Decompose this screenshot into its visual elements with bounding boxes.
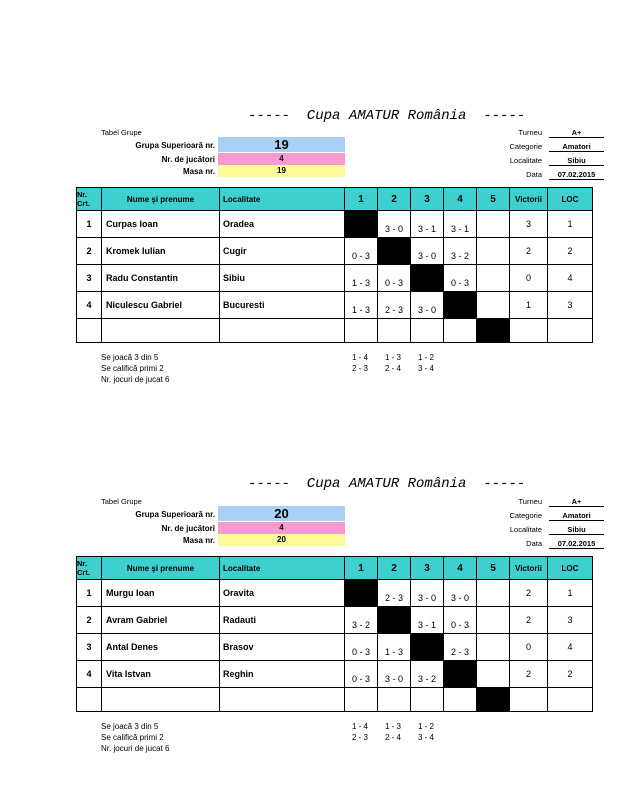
table-header [77, 557, 593, 580]
player-name: Niculescu Gabriel [102, 292, 220, 319]
empty-cell [548, 688, 593, 712]
player-localitate: Sibiu [220, 265, 345, 292]
table-row [77, 580, 593, 607]
footer-line: Nr. jocuri de jucat 6 [101, 375, 170, 384]
empty-cell [548, 319, 593, 343]
score-cell: 1 - 3 [345, 292, 378, 319]
score-cell: 3 - 0 [378, 211, 411, 238]
pair: 2 - 4 [385, 733, 402, 742]
score-cell: 0 - 3 [345, 238, 378, 265]
victorii-value: 0 [510, 265, 548, 292]
match-pairs [352, 352, 451, 374]
empty-cell [77, 319, 102, 343]
loc-value: 4 [548, 634, 593, 661]
loc-value: 3 [548, 607, 593, 634]
header-4: 4 [444, 557, 477, 580]
localitate-value: Sibiu [549, 525, 604, 535]
empty-cell [102, 688, 220, 712]
self-match-cell [378, 238, 411, 265]
self-match-cell [444, 292, 477, 319]
score-cell: 3 - 1 [411, 607, 444, 634]
score-cell: 3 - 0 [411, 580, 444, 607]
page-title: ----- Cupa AMATUR România ----- [248, 476, 526, 492]
empty-cell [378, 319, 411, 343]
score-cell: 3 - 2 [444, 238, 477, 265]
score-cell: 3 - 2 [345, 607, 378, 634]
player-name: Curpas Ioan [102, 211, 220, 238]
score-cell [477, 607, 510, 634]
header-localitate: Localitate [220, 188, 345, 211]
player-name: Vita Istvan [102, 661, 220, 688]
header-4: 4 [444, 188, 477, 211]
self-match-cell [411, 265, 444, 292]
row-nr: 2 [77, 238, 102, 265]
footer-info [101, 721, 169, 754]
victorii-value: 3 [510, 211, 548, 238]
empty-cell [220, 688, 345, 712]
header-victorii: Victorii [510, 557, 548, 580]
player-name: Kromek Iulian [102, 238, 220, 265]
player-localitate: Bucuresti [220, 292, 345, 319]
empty-cell [345, 688, 378, 712]
score-cell: 3 - 1 [411, 211, 444, 238]
player-localitate: Oradea [220, 211, 345, 238]
player-name: Murgu Ioan [102, 580, 220, 607]
self-match-cell [345, 580, 378, 607]
player-localitate: Radauti [220, 607, 345, 634]
footer-info [101, 352, 169, 385]
player-name: Radu Constantin [102, 265, 220, 292]
localitate-label: Localitate [509, 525, 542, 534]
row-nr: 3 [77, 634, 102, 661]
jucatori-value: 4 [218, 522, 345, 534]
tabel-grupe-label: Tabel Grupe [101, 128, 142, 137]
header-3: 3 [411, 557, 444, 580]
row-nr: 3 [77, 265, 102, 292]
pair: 1 - 4 [352, 353, 369, 362]
score-cell: 3 - 0 [378, 661, 411, 688]
empty-cell [444, 688, 477, 712]
header-2: 2 [378, 188, 411, 211]
score-cell: 0 - 3 [444, 607, 477, 634]
masa-label: Masa nr. [182, 536, 215, 545]
empty-cell [510, 319, 548, 343]
tabel-grupe-label: Tabel Grupe [101, 497, 142, 506]
table-row-empty [77, 319, 593, 343]
header-name: Nume şi prenume [102, 557, 220, 580]
self-match-cell [477, 319, 510, 343]
empty-cell [345, 319, 378, 343]
header-5: 5 [477, 557, 510, 580]
jucatori-value: 4 [218, 153, 345, 165]
empty-cell [444, 319, 477, 343]
pair: 1 - 2 [418, 353, 435, 362]
jucatori-label: Nr. de jucători [161, 524, 215, 533]
score-cell: 0 - 3 [345, 661, 378, 688]
header-3: 3 [411, 188, 444, 211]
row-nr: 2 [77, 607, 102, 634]
header-loc: LOC [548, 188, 593, 211]
score-cell: 3 - 2 [411, 661, 444, 688]
categorie-value: Amatori [549, 142, 604, 152]
score-cell [477, 211, 510, 238]
table-row-empty [77, 688, 593, 712]
table-row [77, 238, 593, 265]
self-match-cell [345, 211, 378, 238]
player-name: Antal Denes [102, 634, 220, 661]
footer-line: Se joacă 3 din 5 [101, 722, 159, 731]
row-nr: 1 [77, 211, 102, 238]
table-header [77, 188, 593, 211]
score-cell [477, 265, 510, 292]
row-nr: 1 [77, 580, 102, 607]
empty-cell [220, 319, 345, 343]
pair: 3 - 4 [418, 733, 435, 742]
player-localitate: Cugir [220, 238, 345, 265]
self-match-cell [378, 607, 411, 634]
turneu-value: A+ [549, 128, 604, 138]
categorie-value: Amatori [549, 511, 604, 521]
localitate-value: Sibiu [549, 156, 604, 166]
data-value: 07.02.2015 [549, 539, 604, 549]
table-row [77, 211, 593, 238]
turneu-label: Turneu [518, 497, 542, 506]
grupa-value: 19 [218, 137, 345, 152]
empty-cell [77, 688, 102, 712]
player-localitate: Oravita [220, 580, 345, 607]
score-cell [477, 580, 510, 607]
table-row [77, 661, 593, 688]
header-nr: Nr. Crt. [77, 557, 102, 580]
score-cell: 2 - 3 [378, 580, 411, 607]
data-value: 07.02.2015 [549, 170, 604, 180]
self-match-cell [444, 661, 477, 688]
score-cell: 3 - 0 [411, 238, 444, 265]
group-table [76, 187, 593, 343]
victorii-value: 2 [510, 661, 548, 688]
page-title: ----- Cupa AMATUR România ----- [248, 108, 526, 124]
data-label: Data [526, 539, 542, 548]
row-nr: 4 [77, 661, 102, 688]
localitate-label: Localitate [509, 156, 542, 165]
header-1: 1 [345, 188, 378, 211]
group-table [76, 556, 593, 712]
table-row [77, 292, 593, 319]
empty-cell [378, 688, 411, 712]
score-cell: 3 - 0 [411, 292, 444, 319]
grupa-value: 20 [218, 506, 345, 521]
score-cell: 1 - 3 [345, 265, 378, 292]
self-match-cell [477, 688, 510, 712]
footer-line: Se califică primi 2 [101, 733, 164, 742]
empty-cell [510, 688, 548, 712]
pair: 2 - 4 [385, 364, 402, 373]
score-cell: 2 - 3 [378, 292, 411, 319]
empty-cell [411, 319, 444, 343]
empty-cell [411, 688, 444, 712]
categorie-label: Categorie [509, 511, 542, 520]
header-1: 1 [345, 557, 378, 580]
masa-value: 19 [218, 165, 345, 177]
player-name: Avram Gabriel [102, 607, 220, 634]
header-5: 5 [477, 188, 510, 211]
victorii-value: 2 [510, 238, 548, 265]
masa-label: Masa nr. [182, 167, 215, 176]
score-cell [477, 634, 510, 661]
header-loc: LOC [548, 557, 593, 580]
pair: 1 - 4 [352, 722, 369, 731]
loc-value: 2 [548, 238, 593, 265]
victorii-value: 0 [510, 634, 548, 661]
table-row [77, 634, 593, 661]
footer-line: Se califică primi 2 [101, 364, 164, 373]
loc-value: 4 [548, 265, 593, 292]
header-localitate: Localitate [220, 557, 345, 580]
header-2: 2 [378, 557, 411, 580]
victorii-value: 1 [510, 292, 548, 319]
footer-line: Nr. jocuri de jucat 6 [101, 744, 170, 753]
pair: 2 - 3 [352, 733, 369, 742]
row-nr: 4 [77, 292, 102, 319]
data-label: Data [526, 170, 542, 179]
header-nr: Nr. Crt. [77, 188, 102, 211]
categorie-label: Categorie [509, 142, 542, 151]
score-cell: 3 - 0 [444, 580, 477, 607]
score-cell [477, 238, 510, 265]
player-localitate: Brasov [220, 634, 345, 661]
masa-value: 20 [218, 534, 345, 546]
empty-cell [102, 319, 220, 343]
pair: 1 - 3 [385, 722, 402, 731]
victorii-value: 2 [510, 580, 548, 607]
score-cell [477, 661, 510, 688]
jucatori-label: Nr. de jucători [161, 155, 215, 164]
self-match-cell [411, 634, 444, 661]
score-cell: 0 - 3 [345, 634, 378, 661]
turneu-value: A+ [549, 497, 604, 507]
victorii-value: 2 [510, 607, 548, 634]
loc-value: 1 [548, 211, 593, 238]
score-cell: 1 - 3 [378, 634, 411, 661]
table-row [77, 607, 593, 634]
pair: 1 - 2 [418, 722, 435, 731]
footer-line: Se joacă 3 din 5 [101, 353, 159, 362]
score-cell: 0 - 3 [444, 265, 477, 292]
header-name: Nume şi prenume [102, 188, 220, 211]
loc-value: 3 [548, 292, 593, 319]
pair: 2 - 3 [352, 364, 369, 373]
score-cell: 3 - 1 [444, 211, 477, 238]
loc-value: 1 [548, 580, 593, 607]
match-pairs [352, 721, 451, 743]
turneu-label: Turneu [518, 128, 542, 137]
score-cell [477, 292, 510, 319]
score-cell: 2 - 3 [444, 634, 477, 661]
grupa-label: Grupa Superioară nr. [135, 141, 215, 150]
score-cell: 0 - 3 [378, 265, 411, 292]
header-victorii: Victorii [510, 188, 548, 211]
loc-value: 2 [548, 661, 593, 688]
player-localitate: Reghin [220, 661, 345, 688]
grupa-label: Grupa Superioară nr. [135, 510, 215, 519]
pair: 3 - 4 [418, 364, 435, 373]
table-row [77, 265, 593, 292]
pair: 1 - 3 [385, 353, 402, 362]
